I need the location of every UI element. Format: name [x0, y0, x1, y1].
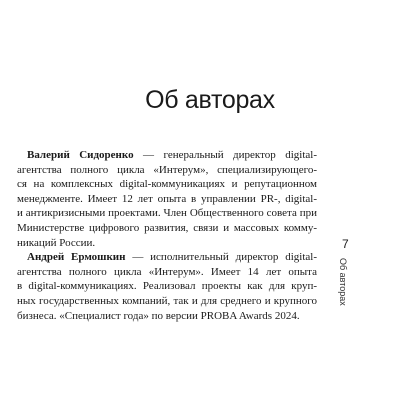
body-text — [17, 148, 317, 323]
bio-line: и антикризисными проектами. Член Общественного совета при — [17, 207, 317, 220]
author-name: Андрей Ермошкин — [27, 251, 126, 264]
bio-line: ных государственных компаний, так и для среднего и крупного — [17, 294, 317, 307]
bio-line: — генеральный директор digital- — [133, 149, 317, 161]
bio-line: менеджменте. Имеет 12 лет опыта в управлении PR-, digital- — [17, 192, 317, 205]
bio-paragraph — [17, 250, 317, 323]
running-header: Об авторах — [338, 258, 348, 306]
bio-paragraph — [17, 148, 317, 250]
bio-line: агентства полного цикла «Интерум». Имеет 14 лет опыта — [17, 265, 317, 278]
bio-line: бизнеса. «Специалист года» по версии PROBA Awards 2024. — [17, 309, 300, 322]
bio-line: ся на комплексных digital-коммуникациях и репутационном — [17, 178, 317, 191]
bio-line: в digital-коммуникациях. Реализовал проекты как для круп- — [17, 280, 317, 293]
page-title: Об авторах — [145, 86, 275, 114]
author-name: Валерий Сидоренко — [27, 149, 134, 161]
bio-line: — исполнительный директор digital- — [125, 251, 317, 264]
page-number: 7 — [342, 237, 349, 251]
bio-line: Министерстве цифрового развития, связи и массовых комму- — [17, 221, 317, 234]
bio-line: никаций России. — [17, 236, 96, 249]
bio-line: агентства полного цикла «Интерум», специализирующего- — [17, 163, 317, 176]
